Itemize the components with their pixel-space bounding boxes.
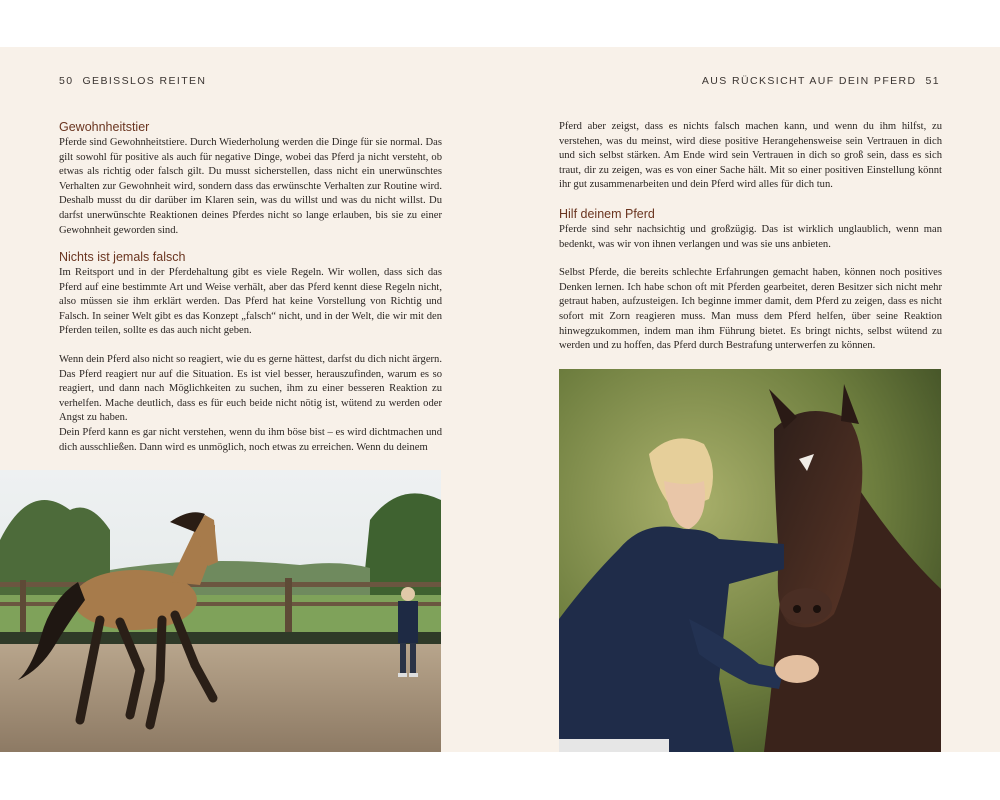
- book-spread: [0, 47, 1000, 752]
- body-paragraph: Selbst Pferde, die bereits schlechte Erfahrungen gemacht haben, können noch positives Denken lernen. Ich habe schon oft mit Pferden gearbeitet, deren Besitzer sich nicht mehr getraut haben, aufzusteigen. Ich beginne immer damit, dem Pferd zu zeigen, dass es nicht sofort mit Zorn reagieren muss. Man muss dem Pferd helfen, über seine Reaktion hinwegzukommen, indem man ihm Führung bietet. Es bringt nichts, selbst wütend zu werden und zu hoffen, das Pferd durch Bestrafung unterwerfen zu können.: [559, 267, 942, 352]
- section-heading: Gewohnheitstier: [59, 120, 150, 134]
- body-paragraph: Pferd aber zeigst, dass es nichts falsch machen kann, und wenn du ihm hilfst, zu verstehen, was du meinst, wird diese positive Herangehensweise sein Vertrauen in dich und sich selbst stärken. Am Ende wird sein Vertrauen in dich so groß sein, dass es sich traut, dir zu zeigen, was es von einer Sache hält. Mit so einer positiven Einstellung könnt ihr gut zusammenarbeiten und dein Pferd wird alles für dich tun.: [559, 121, 942, 191]
- section-heading: Nichts ist jemals falsch: [59, 250, 186, 264]
- section-heading: Hilf deinem Pferd: [559, 207, 655, 221]
- body-paragraph: Im Reitsport und in der Pferdehaltung gibt es viele Regeln. Wir wollen, dass sich das Pferd auf eine bestimmte Art und Weise verhält, aber das Pferd kennt diese Regeln nicht, also müssen sie ihm erklärt werden. Das Pferd hat keine Vorstellung von Richtig und Falsch. In seiner Welt gibt es das Konzept „falsch“ nicht, und in der Welt, die wir mit den Pferden teilen, sollte es das auch nicht geben.: [59, 267, 442, 337]
- body-paragraph: Wenn dein Pferd also nicht so reagiert, wie du es gerne hättest, darfst du dich nicht ärgern. Das Pferd reagiert nur auf die Situation. Es ist viel besser, herauszufinden, warum es so reagiert, und dann nach Möglichkeiten zu suchen, ihm zu einer besseren Reaktion zu verhelfen. Mache deutlich, dass es für euch beide nicht nötig ist, wütend zu werden oder Angst zu haben.: [59, 353, 442, 424]
- section-hilf-deinem-pferd: [559, 207, 942, 354]
- body-paragraph: Pferde sind Gewohnheitstiere. Durch Wiederholung werden die Dinge für sie normal. Das gilt sowohl für positive als auch für negative Dinge, wobei das Pferd ja nicht versteht, ob etwas als richtig oder falsch gilt. Du musst sicherstellen, dass nicht ein unerwünschtes Verhalten zur Gewohnheit wird, sondern dass das erwünschte Verhalten zur Routine wird. Deshalb musst du dir darüber im Klaren sein, was du willst und was du nicht willst. Du darfst unerwünschte Reaktionen deines Pferdes nicht so lange erlauben, bis sie zu einer Gewohnheit geworden sind.: [59, 137, 442, 236]
- body-paragraph: Dein Pferd kann es gar nicht verstehen, wenn du ihm böse bist – es wird dichtmachen und dich ausschließen. Dann wird es unmöglich, noch etwas zu erreichen. Wenn du deinem: [59, 426, 442, 453]
- left-running-head: [59, 75, 206, 87]
- right-page-number: 51: [925, 75, 940, 87]
- right-running-title: AUS RÜCKSICHT AUF DEIN PFERD: [701, 75, 917, 87]
- left-page: [0, 47, 500, 752]
- continued-text: [559, 120, 942, 193]
- photo-rider-with-horse: [559, 369, 941, 752]
- left-running-title: GEBISSLOS REITEN: [82, 75, 207, 87]
- left-page-number: 50: [59, 75, 74, 87]
- section-gewohnheitstier: [59, 120, 442, 238]
- section-nichts-ist-falsch: [59, 250, 442, 455]
- right-running-head: [702, 75, 940, 87]
- photo-horse-in-arena: [0, 470, 441, 752]
- body-paragraph: Pferde sind sehr nachsichtig und großzügig. Das ist wirklich unglaublich, wenn man bedenkt, was wir von ihnen verlangen und was sie uns anbieten.: [559, 224, 942, 250]
- right-page: [500, 47, 1000, 752]
